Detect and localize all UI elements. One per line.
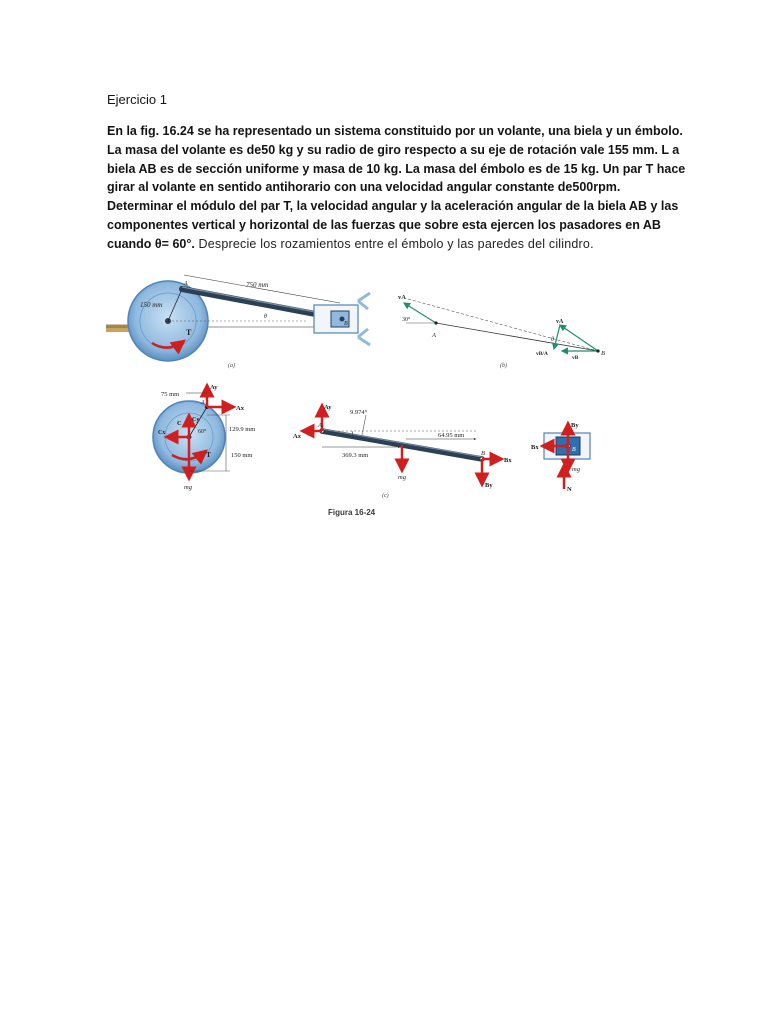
panel-a-label: (a) [228, 363, 235, 369]
wheel-angle-60: 60° [198, 429, 207, 435]
wheel-label-ay: Ay [210, 384, 218, 391]
wheel-label-cy: Cy [192, 417, 200, 423]
statement-last-regular: Desprecie los rozamientos entre el émbolo y las paredes del cilindro. [194, 236, 594, 251]
wheel-label-mg: mg [184, 484, 192, 491]
rod-point-b: B [481, 450, 485, 457]
wheel-point-c: C [177, 420, 182, 427]
statement-line: La masa del volante es de50 kg y su radio de giro respecto a su eje de rotación vale 155 mm. L a [107, 142, 680, 157]
rod-label-mg: mg [398, 474, 406, 481]
wheel-label-ax: Ax [236, 405, 244, 412]
statement-line: Determinar el módulo del par T, la velocidad angular y la aceleración angular de la biela AB y las [107, 199, 679, 214]
piston-label-n: N [567, 486, 572, 493]
panel-a-rod-length: 750 mm [246, 281, 269, 289]
wheel-dim-75: 75 mm [161, 391, 180, 398]
statement-line: componentes vertical y horizontal de las fuerzas que sobre esta ejercen los pasadores en AB [107, 217, 661, 232]
panel-b-va: vA [398, 294, 406, 301]
wheel-dim-129: 129.9 mm [229, 426, 256, 433]
wheel-label-torque: T [206, 450, 212, 459]
panel-b-angle: 30° [402, 317, 411, 323]
rod-label-bx: Bx [504, 457, 512, 464]
panel-b [398, 294, 605, 369]
panel-a-point-b: B [344, 321, 348, 327]
rod-dim-6495: 64.95 mm [438, 432, 465, 439]
piston-point-b: B [572, 447, 576, 453]
panel-c-piston [531, 422, 590, 493]
rod-point-a: A [318, 422, 322, 429]
panel-c-label: (c) [382, 493, 389, 499]
rod-label-by: By [485, 482, 493, 489]
panel-b-vba: vB/A [536, 351, 548, 357]
figure-16-24 [106, 265, 610, 525]
panel-a-theta: θ [264, 314, 267, 320]
panel-a [106, 275, 370, 369]
statement-line: En la fig. 16.24 se ha representado un sistema constituido por un volante, una biela y un émbolo. [107, 124, 683, 138]
figure-svg [106, 265, 610, 525]
panel-c-wheel [153, 384, 255, 491]
statement-last-line [107, 235, 667, 254]
rod-label-ax: Ax [293, 433, 301, 440]
panel-b-theta: θ [551, 337, 554, 343]
velocity-a-at-b-vector [560, 325, 598, 351]
rod-angle: 9.974° [350, 409, 368, 416]
panel-b-va-at-b: vA [556, 319, 564, 325]
rod-label-ay: Ay [324, 404, 332, 411]
panel-a-torque: T [186, 328, 192, 337]
panel-b-point-a: A [432, 332, 436, 339]
piston-label-bx: Bx [531, 444, 539, 451]
problem-statement [107, 122, 686, 254]
statement-last-bold: cuando θ= 60°. [107, 236, 195, 251]
panel-a-point-a: A [184, 281, 188, 287]
panel-a-radius: 150 mm [140, 301, 163, 309]
statement-line: girar al volante en sentido antihorario con una velocidad angular constante de500rpm. [107, 180, 621, 195]
statement-line: biela AB es de sección uniforme y masa de 10 kg. La masa del émbolo es de 15 kg. Un par T hace [107, 161, 686, 176]
panel-b-label: (b) [500, 363, 507, 369]
wheel-point-a: A [201, 400, 205, 406]
rod-dim-3693: 369.3 mm [342, 452, 369, 459]
figure-caption: Figura 16-24 [328, 508, 376, 517]
panel-b-point-b: B [601, 350, 605, 357]
piston-label-mg: mg [572, 466, 580, 473]
wheel-label-cx: Cx [158, 430, 166, 436]
velocity-ba-vector [554, 325, 560, 349]
wheel-dim-150: 150 mm [231, 452, 253, 459]
panel-b-vb: vB [572, 355, 579, 361]
piston-label-by: By [571, 422, 579, 429]
panel-c-rod [293, 404, 512, 499]
exercise-title: Ejercicio 1 [107, 92, 167, 107]
